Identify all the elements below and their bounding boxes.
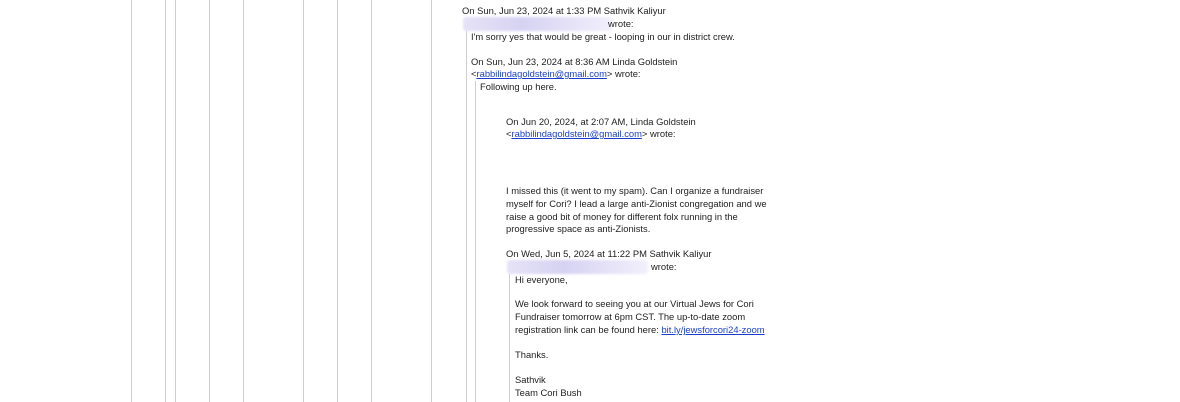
quote-line: [131, 0, 132, 402]
email-link[interactable]: rabbilindagoldstein@gmail.com: [511, 128, 642, 139]
message-body-line: [515, 324, 765, 337]
quote-line: [431, 0, 432, 402]
quote-line: [175, 0, 176, 402]
quote-header: On Wed, Jun 5, 2024 at 11:22 PM Sathvik Kaliyur: [506, 248, 712, 259]
message-thanks: Thanks.: [515, 349, 549, 360]
angle-open: <: [471, 68, 477, 79]
quote-sender-line: [471, 68, 641, 81]
message-body-line: We look forward to seeing you at our Virtual Jews for Cori: [515, 298, 754, 309]
message-greeting: Hi everyone,: [515, 274, 568, 285]
wrote-label: wrote:: [608, 18, 634, 29]
quote-line: [466, 30, 467, 402]
quote-sender-line: [506, 128, 676, 141]
message-body-line: Fundraiser tomorrow at 6pm CST. The up-to-date zoom: [515, 311, 746, 322]
quote-line: [509, 274, 510, 402]
quote-line: [165, 0, 166, 402]
quote-line: [337, 0, 338, 402]
message-body: I'm sorry yes that would be great - looping in our in district crew.: [471, 31, 735, 42]
quote-header-text: On Sun, Jun 23, 2024 at 1:33 PM Sathvik Kaliyur: [462, 5, 666, 16]
signature-team: Team Cori Bush: [515, 387, 582, 398]
message-body-line: I missed this (it went to my spam). Can I organize a fundraiser: [506, 185, 764, 196]
angle-open: <: [506, 128, 512, 139]
quote-header: [462, 5, 666, 18]
message-body-line: progressive space as anti-Zionists.: [506, 223, 651, 234]
wrote-label: wrote:: [651, 261, 677, 272]
message-body: Following up here.: [480, 81, 557, 92]
quote-header: On Sun, Jun 23, 2024 at 8:36 AM Linda Goldstein: [471, 56, 678, 67]
quote-line: [303, 0, 304, 402]
quote-line: [209, 0, 210, 402]
link-intro: registration link can be found here:: [515, 324, 662, 335]
quote-line: [243, 0, 244, 402]
zoom-registration-link[interactable]: bit.ly/jewsforcori24-zoom: [661, 324, 765, 335]
redacted-email: [463, 17, 612, 31]
signature-name: Sathvik: [515, 374, 546, 385]
wrote-label: > wrote:: [606, 68, 641, 79]
message-body-line: raise a good bit of money for different folx running in the: [506, 211, 738, 222]
email-link[interactable]: rabbilindagoldstein@gmail.com: [476, 68, 607, 79]
wrote-label: > wrote:: [641, 128, 676, 139]
redacted-email: [507, 260, 648, 274]
quote-line: [371, 0, 372, 402]
message-body-line: myself for Cori? I lead a large anti-Zionist congregation and we: [506, 198, 767, 209]
quote-line: [475, 81, 476, 402]
quote-header: On Jun 20, 2024, at 2:07 AM, Linda Goldstein: [506, 116, 696, 127]
